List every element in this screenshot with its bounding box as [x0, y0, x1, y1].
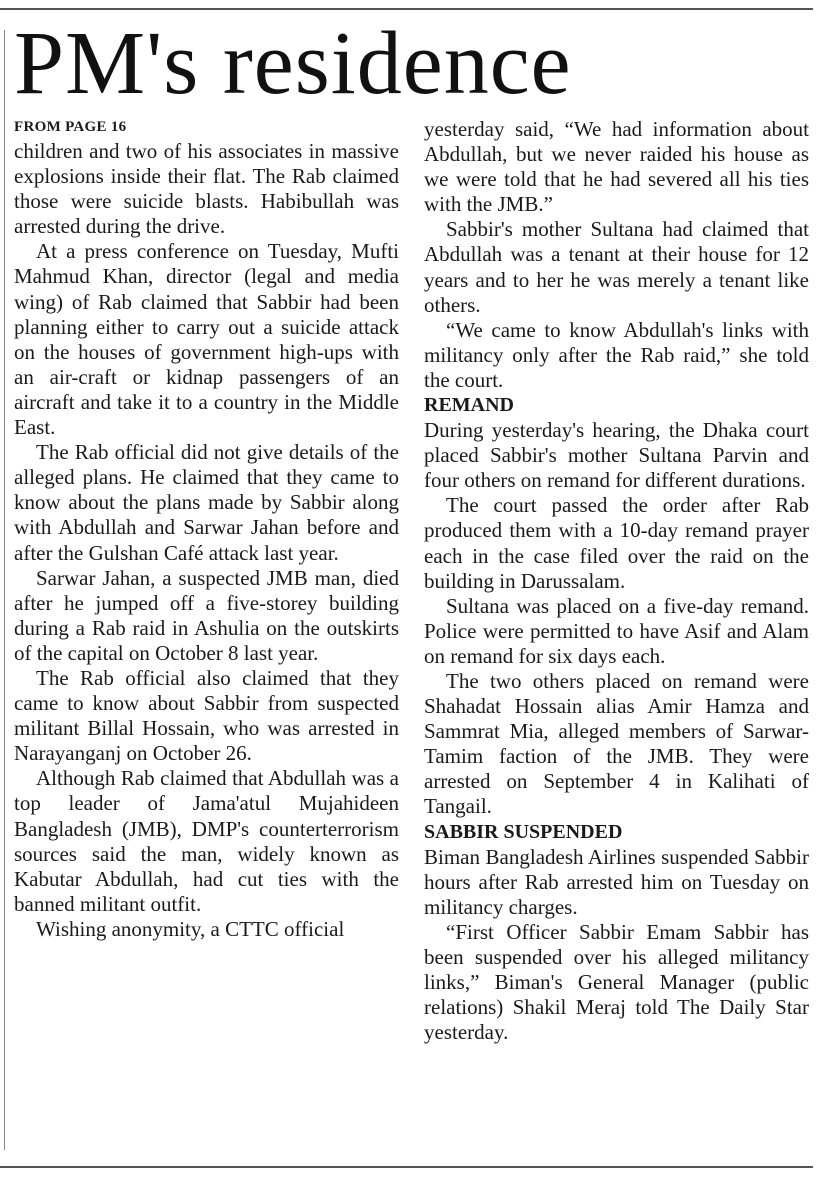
paragraph: Sarwar Jahan, a suspected JMB man, died after he jumped off a five-storey building during a Rab raid in Ashulia on the outskirts of the capital on October 8 last year. — [14, 565, 399, 665]
paragraph: The Rab official also claimed that they came to know about Sabbir from suspected militant Billal Hossain, who was arrested in Narayanganj on October 26. — [14, 665, 399, 766]
paragraph: Wishing anonymity, a CTTC official — [36, 916, 345, 941]
subhead-sabbir-suspended: SABBIR SUSPENDED — [424, 820, 623, 843]
left-rule — [4, 30, 5, 1150]
kicker: FROM PAGE 16 — [14, 119, 127, 135]
paragraph: Although Rab claimed that Abdullah was a top leader of Jama'atul Mujahideen Bangladesh (JMB), DMP's counterterrorism sources said the man, widely known as Kabutar Abdullah, had cut ties with the banned militant outfit. — [14, 766, 399, 916]
paragraph: Sultana was placed on a five-day remand. Police were permitted to have Asif and Alam on remand for six days each. — [424, 593, 809, 668]
paragraph: yesterday said, “We had information about Abdullah, but we never raided his house as we were told that he had severed all his ties with the JMB.” — [424, 117, 809, 217]
paragraph: Biman Bangladesh Airlines suspended Sabbir hours after Rab arrested him on Tuesday on militancy charges. — [424, 844, 809, 919]
right-column — [424, 117, 809, 1045]
paragraph: The court passed the order after Rab produced them with a 10-day remand prayer each in the case filed over the raid on the building in Darussalam. — [424, 493, 809, 593]
top-rule — [0, 8, 813, 10]
paragraph: The Rab official did not give details of the alleged plans. He claimed that they came to know about the plans made by Sabbir along with Abdullah and Sarwar Jahan before and after the Gulshan Café attack last year. — [14, 440, 399, 565]
bottom-rule — [0, 1166, 813, 1168]
subhead-remand: REMAND — [424, 394, 514, 417]
paragraph: “First Officer Sabbir Emam Sabbir has been suspended over his alleged militancy links,” Biman's General Manager (public relations) Shakil Meraj told The Daily Star yesterday. — [424, 919, 809, 1045]
paragraph: The two others placed on remand were Shahadat Hossain alias Amir Hamza and Sammrat Mia, alleged members of Sarwar-Tamim faction of the JMB. They were arrested on September 4 in Kalihati of Tangail. — [424, 668, 809, 819]
paragraph: “We came to know Abdullah's links with militancy only after the Rab raid,” she told the court. — [424, 317, 809, 392]
paragraph: At a press conference on Tuesday, Mufti Mahmud Khan, director (legal and media wing) of Rab claimed that Sabbir had been planning either to carry out a suicide attack on the houses of government high-ups with an air-craft or kidnap passengers of an aircraft and take it to a country in the Middle East. — [14, 239, 399, 440]
paragraph: During yesterday's hearing, the Dhaka court placed Sabbir's mother Sultana Parvin and four others on remand for different durations. — [424, 418, 809, 493]
left-column — [14, 117, 399, 942]
headline: PM's residence — [14, 14, 572, 113]
paragraph: children and two of his associates in massive explosions inside their flat. The Rab claimed those were suicide blasts. Habibullah was arrested during the drive. — [14, 139, 399, 239]
paragraph: Sabbir's mother Sultana had claimed that Abdullah was a tenant at their house for 12 years and to her he was merely a tenant like others. — [424, 217, 809, 317]
